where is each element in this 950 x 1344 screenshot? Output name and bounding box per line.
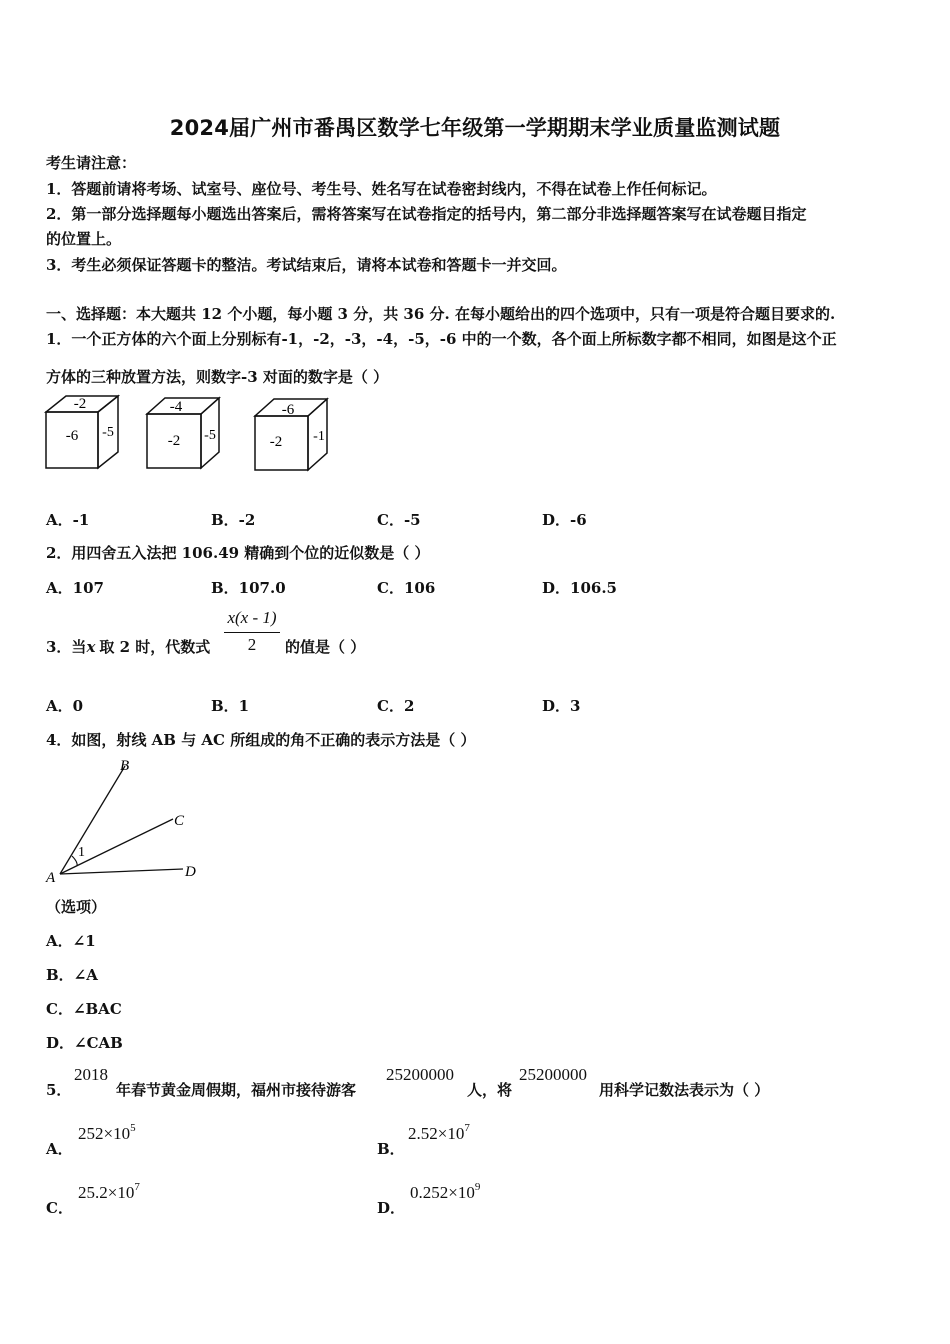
q3-option-a[interactable]: A．0 <box>46 697 84 715</box>
q2-text: 2．用四舍五入法把 106.49 精确到个位的近似数是（ ） <box>46 544 430 562</box>
cube-1 <box>46 396 118 468</box>
cube-1-top: -2 <box>73 396 87 412</box>
q5-value-1: 25200000 <box>386 1065 454 1084</box>
q5-text-1: 年春节黄金周假期，福州市接待游客 <box>116 1081 357 1099</box>
point-a-label: A <box>46 870 56 886</box>
q2-option-b[interactable]: B．107.0 <box>211 579 286 597</box>
cube-figures <box>40 390 340 480</box>
point-d-label: D <box>185 864 196 880</box>
angle-arc <box>72 856 77 866</box>
cube-2-right: -5 <box>204 428 216 443</box>
section-heading: 一、选择题：本大题共 12 个小题，每小题 3 分，共 36 分. 在每小题给出的四个选项中，只有一项是符合题目要求的. <box>46 305 836 323</box>
fraction-bar <box>224 632 280 633</box>
q5-option-a-value[interactable]: $252\times 10^5$ <box>78 1122 136 1143</box>
notice-item-1: 1．答题前请将考场、试室号、座位号、考生号、姓名写在试卷密封线内，不得在试卷上作任何标记。 <box>46 180 717 198</box>
q3-suffix: 的值是（ ） <box>285 638 366 656</box>
cube-2-top: -4 <box>169 399 183 415</box>
cube-3-right: -1 <box>313 429 325 444</box>
q5-option-d-value[interactable]: $0.252\times 10^9$ <box>410 1181 481 1202</box>
q5-option-b-value[interactable]: $2.52\times 10^7$ <box>408 1122 470 1143</box>
cube-2 <box>147 398 219 468</box>
q1-text-line1: 1．一个正方体的六个面上分别标有-1，-2，-3，-4，-5，-6 中的一个数，各个面上所标数字都不相同，如图是这个正 <box>46 330 837 348</box>
q2-option-a[interactable]: A．107 <box>46 579 104 597</box>
notice-item-2: 2．第一部分选择题每小题选出答案后，需将答案写在试卷指定的括号内，第二部分非选择题答案写在试卷题目指定 <box>46 205 807 223</box>
ray-ad <box>60 869 183 874</box>
notice-heading: 考生请注意： <box>46 154 137 172</box>
q5-number: 5． <box>46 1081 72 1099</box>
q3-variable: x <box>86 638 96 656</box>
q1-option-a[interactable]: A．-1 <box>46 511 90 529</box>
q3-numerator: x(x - 1) <box>227 608 277 627</box>
q3-option-c[interactable]: C．2 <box>377 697 415 715</box>
q5-option-b-label[interactable]: B． <box>377 1140 405 1158</box>
q4-text: 4．如图，射线 AB 与 AC 所组成的角不正确的表示方法是（ ） <box>46 731 476 749</box>
q4-option-c[interactable]: C．∠BAC <box>46 1000 122 1018</box>
exam-title: 2024届广州市番禺区数学七年级第一学期期末学业质量监测试题 <box>169 116 781 140</box>
cube-3-front: -2 <box>269 434 283 450</box>
q5-text-2: 人，将 <box>467 1081 513 1099</box>
q3-middle: 取 2 时，代数式 <box>99 638 211 656</box>
angle-figure <box>40 752 210 887</box>
q5-option-d-label[interactable]: D． <box>377 1199 406 1217</box>
q3-prefix: 3．当 <box>46 638 87 656</box>
angle-label-1: 1 <box>78 845 85 860</box>
cube-1-front: -6 <box>65 428 79 444</box>
notice-item-3: 3．考生必须保证答题卡的整洁。考试结束后，请将本试卷和答题卡一并交回。 <box>46 256 567 274</box>
q1-option-b[interactable]: B．-2 <box>211 511 256 529</box>
q3-text <box>46 636 210 657</box>
q5-option-a-label[interactable]: A． <box>46 1140 73 1158</box>
cube-3 <box>255 399 327 470</box>
q3-option-d[interactable]: D．3 <box>542 697 581 715</box>
q2-option-d[interactable]: D．106.5 <box>542 579 617 597</box>
q3-denominator: 2 <box>247 635 257 654</box>
notice-item-2-cont: 的位置上。 <box>46 230 122 248</box>
cube-3-top: -6 <box>281 402 295 418</box>
point-c-label: C <box>174 813 185 829</box>
q4-option-d[interactable]: D．∠CAB <box>46 1034 123 1052</box>
q5-option-c-value[interactable]: $25.2\times 10^7$ <box>78 1181 140 1202</box>
q5-year: 2018 <box>74 1065 108 1084</box>
q4-option-b[interactable]: B．∠A <box>46 966 98 984</box>
q1-text-line2: 方体的三种放置方法，则数字-3 对面的数字是（ ） <box>46 368 389 386</box>
q5-option-c-label[interactable]: C． <box>46 1199 73 1217</box>
cube-1-right: -5 <box>102 425 114 440</box>
q1-option-c[interactable]: C．-5 <box>377 511 421 529</box>
q5-value-2: 25200000 <box>519 1065 587 1084</box>
q1-option-d[interactable]: D．-6 <box>542 511 587 529</box>
q4-option-a[interactable]: A．∠1 <box>46 932 96 950</box>
q3-option-b[interactable]: B．1 <box>211 697 250 715</box>
point-b-label: B <box>120 758 130 774</box>
q4-options-label: （选项） <box>46 898 107 916</box>
cube-2-front: -2 <box>167 433 181 449</box>
q5-text-3: 用科学记数法表示为（ ） <box>599 1081 770 1099</box>
q2-option-c[interactable]: C．106 <box>377 579 436 597</box>
